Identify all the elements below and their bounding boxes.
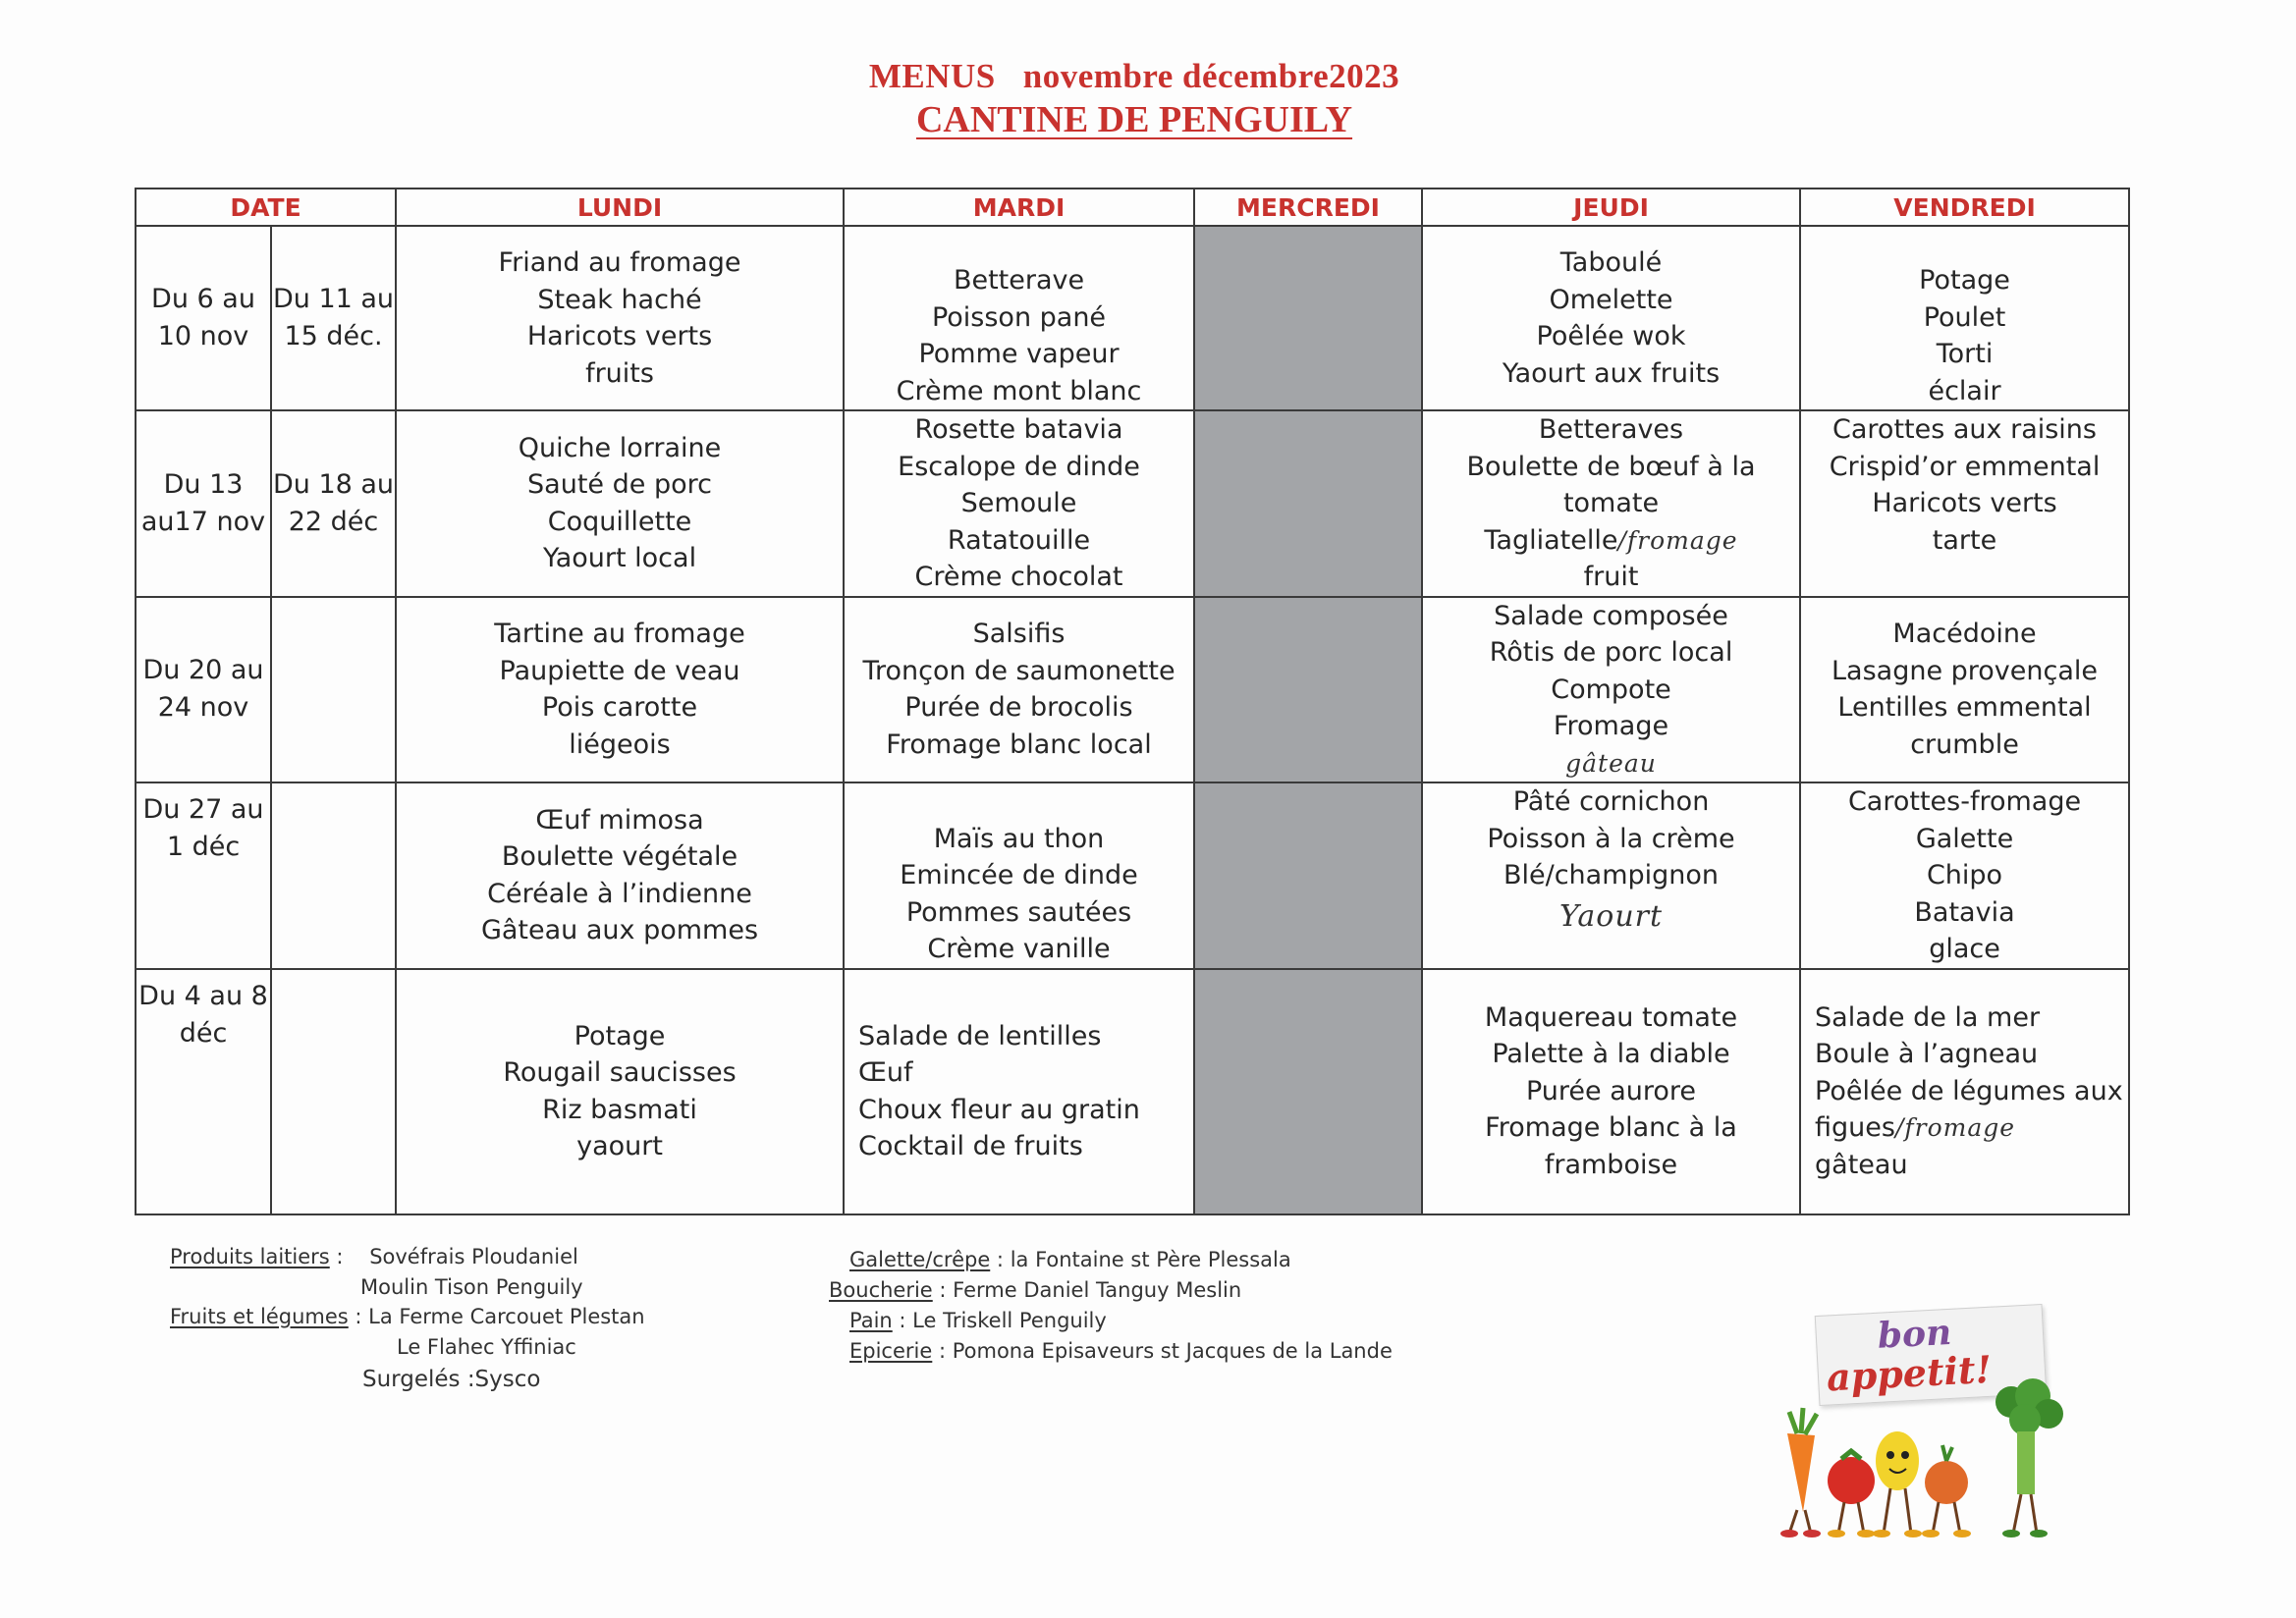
lundi-menu: Tartine au fromage Paupiette de veau Pois carotte liégeois [396, 597, 844, 783]
vendredi-menu: Potage Poulet Torti éclair [1800, 226, 2129, 410]
jeudi-menu: Taboulé Omelette Poêlée wok Yaourt aux fruits [1422, 226, 1800, 410]
date-nov: Du 27 au 1 déc [136, 782, 271, 969]
col-header-jeudi: JEUDI [1422, 189, 1800, 226]
menu-title [0, 57, 2269, 96]
onion-icon [1922, 1445, 1971, 1537]
suppliers-produce-2: Le Flahec Yffiniac [397, 1335, 576, 1359]
lundi-menu: Potage Rougail saucisses Riz basmati yaourt [396, 969, 844, 1214]
jeudi-menu: Pâté cornichon Poisson à la crème Blé/champignon Yaourt [1422, 782, 1800, 969]
date-dec [271, 782, 396, 969]
vegetable-characters-icon [1738, 1306, 2111, 1541]
header-row [136, 189, 2129, 226]
date-nov: Du 4 au 8 déc [136, 969, 271, 1214]
week-row [136, 782, 2129, 969]
title-period: novembre décembre2023 [1022, 57, 1400, 95]
canteen-title: CANTINE DE PENGUILY [915, 99, 1353, 140]
week-row [136, 226, 2129, 410]
col-header-date: DATE [136, 189, 396, 226]
mercredi-closed [1194, 969, 1422, 1214]
col-header-mercredi: MERCREDI [1194, 189, 1422, 226]
handwritten-note: Yaourt [1558, 898, 1664, 934]
date-dec [271, 969, 396, 1214]
broccoli-icon [1995, 1378, 2063, 1537]
date-nov: Du 20 au 24 nov [136, 597, 271, 783]
lundi-menu: Œuf mimosa Boulette végétale Céréale à l’indienne Gâteau aux pommes [396, 782, 844, 969]
mardi-menu: Maïs au thon Emincée de dinde Pommes sautées Crème vanille [844, 782, 1194, 969]
date-dec: Du 11 au 15 déc. [271, 226, 396, 410]
date-nov: Du 13 au17 nov [136, 410, 271, 597]
mardi-menu: Salsifis Tronçon de saumonette Purée de brocolis Fromage blanc local [844, 597, 1194, 783]
handwritten-note: /fromage [1894, 1113, 2016, 1143]
vendredi-menu: Macédoine Lasagne provençale Lentilles emmental crumble [1800, 597, 2129, 783]
suppliers-butcher: Boucherie : Ferme Daniel Tanguy Meslin [829, 1278, 1242, 1302]
suppliers-produce: Fruits et légumes : La Ferme Carcouet Plestan [170, 1305, 645, 1328]
vendredi-menu: Carottes aux raisins Crispid’or emmental Haricots verts tarte [1800, 410, 2129, 597]
title-menus: MENUS [868, 57, 996, 95]
suppliers-dairy-2: Moulin Tison Penguily [360, 1275, 583, 1299]
mardi-menu: Betterave Poisson pané Pomme vapeur Crème mont blanc [844, 226, 1194, 410]
week-row [136, 410, 2129, 597]
date-dec [271, 597, 396, 783]
col-header-lundi: LUNDI [396, 189, 844, 226]
suppliers-frozen: Surgelés :Sysco [362, 1367, 541, 1392]
col-header-mardi: MARDI [844, 189, 1194, 226]
bon-appetit-sign: bon appetit! [1815, 1304, 2047, 1406]
mercredi-closed [1194, 597, 1422, 783]
col-header-vendredi: VENDREDI [1800, 189, 2129, 226]
mercredi-closed [1194, 226, 1422, 410]
week-row [136, 969, 2129, 1214]
carrot-icon [1780, 1408, 1821, 1537]
mercredi-closed [1194, 782, 1422, 969]
tomato-icon [1828, 1451, 1875, 1537]
jeudi-menu: Maquereau tomate Palette à la diable Purée aurore Fromage blanc à la framboise [1422, 969, 1800, 1214]
mardi-menu: Rosette batavia Escalope de dinde Semoule Ratatouille Crème chocolat [844, 410, 1194, 597]
date-dec: Du 18 au 22 déc [271, 410, 396, 597]
suppliers-grocery: Epicerie : Pomona Episaveurs st Jacques de la Lande [849, 1339, 1393, 1363]
lundi-menu: Quiche lorraine Sauté de porc Coquillette Yaourt local [396, 410, 844, 597]
vendredi-menu: Salade de la mer Boule à l’agneau Poêlée de légumes aux figues/fromage gâteau [1800, 969, 2129, 1214]
bon-appetit-logo [1738, 1306, 2111, 1541]
jeudi-menu: Betteraves Boulette de bœuf à la tomate Tagliatelle/fromage fruit [1422, 410, 1800, 597]
handwritten-note: /fromage [1617, 525, 1738, 555]
lundi-menu: Friand au fromage Steak haché Haricots verts fruits [396, 226, 844, 410]
week-row [136, 597, 2129, 783]
mercredi-closed [1194, 410, 1422, 597]
lemon-icon [1873, 1431, 1922, 1537]
jeudi-menu: Salade composée Rôtis de porc local Compote Fromage gâteau [1422, 597, 1800, 783]
mardi-menu: Salade de lentilles Œuf Choux fleur au gratin Cocktail de fruits [844, 969, 1194, 1214]
suppliers-galette: Galette/crêpe : la Fontaine st Père Plessala [849, 1248, 1291, 1271]
vendredi-menu: Carottes-fromage Galette Chipo Batavia glace [1800, 782, 2129, 969]
date-nov: Du 6 au 10 nov [136, 226, 271, 410]
menu-table [135, 188, 2130, 1215]
handwritten-note: gâteau [1565, 748, 1657, 778]
suppliers-dairy: Produits laitiers : Sovéfrais Ploudaniel [170, 1245, 578, 1268]
suppliers-bread: Pain : Le Triskell Penguily [849, 1309, 1107, 1332]
